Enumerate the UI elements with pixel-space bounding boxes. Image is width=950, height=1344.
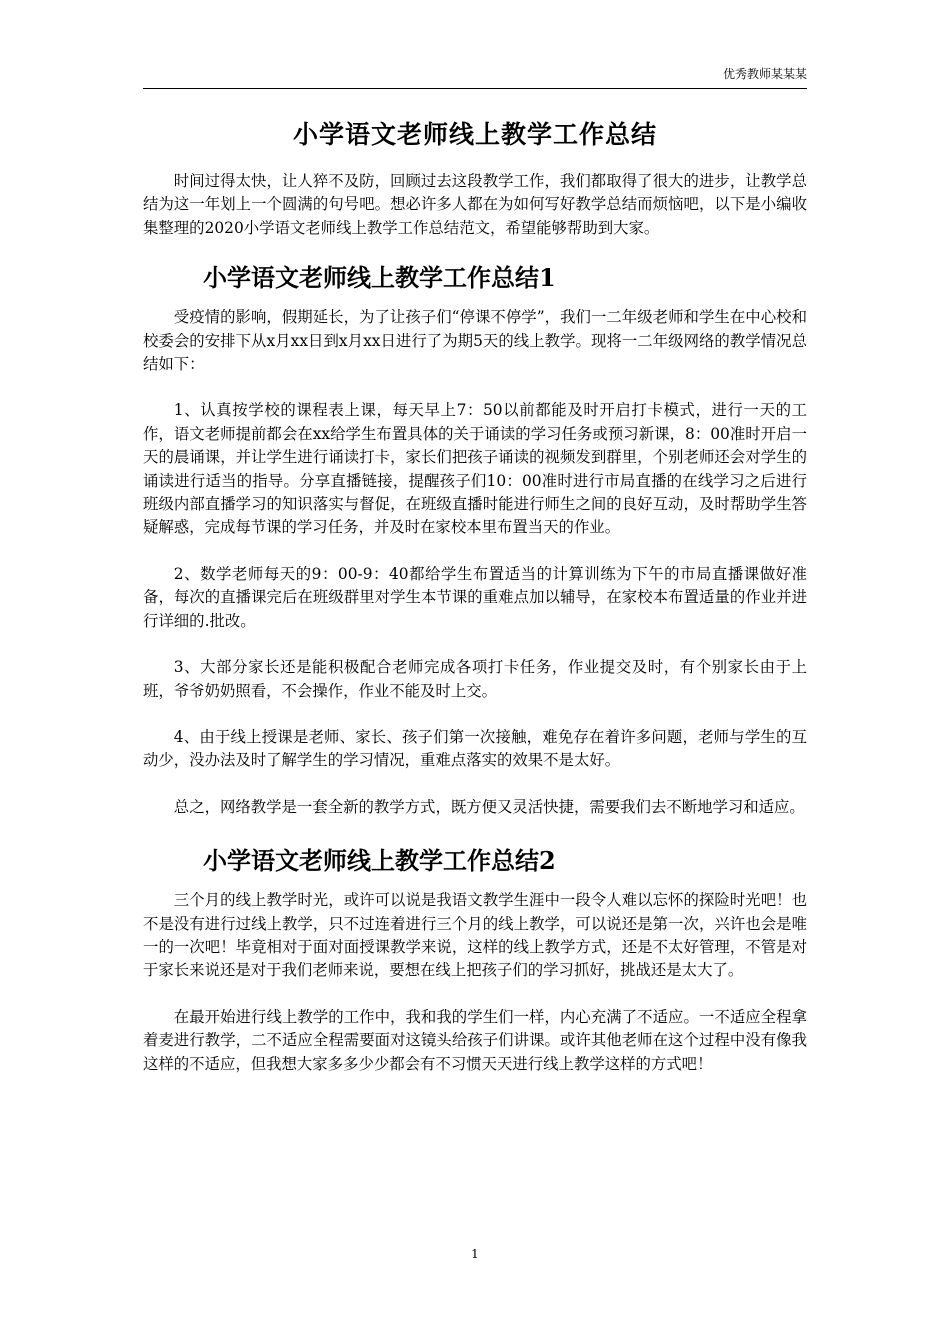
section-heading-1: 小学语文老师线上教学工作总结1: [203, 263, 556, 293]
section2-paragraph: 三个月的线上教学时光，或许可以说是我语文教学生涯中一段令人难以忘怀的探险时光吧！也不是没有进行过线上教学，只不过连着进行三个月的线上教学，可以说还是第一次，兴许也会是唯一的一次吧！毕竟相对于面对面授课教学来说，这样的线上教学方式，还是不太好管理，不管是对于家长来说还是对于我们老师来说，要想在线上把孩子们的学习抓好，挑战还是太大了。: [143, 891, 807, 980]
header-author: 优秀教师某某某: [722, 67, 807, 81]
document-body: [143, 110, 807, 1076]
page-number: 1: [471, 1247, 479, 1261]
document-title: 小学语文老师线上教学工作总结: [292, 120, 657, 149]
section2-paragraph: 在最开始进行线上教学的工作中，我和我的学生们一样，内心充满了不适应。一不适应全程拿着麦进行教学，二不适应全程需要面对这镜头给孩子们讲课。或许其他老师在这个过程中没有像我这样的不适应，但我想大家多多少少都会有不习惯天天进行线上教学这样的方式吧！: [143, 1007, 807, 1073]
intro-paragraph: 时间过得太快，让人猝不及防，回顾过去这段教学工作，我们都取得了很大的进步，让教学总结为这一年划上一个圆满的句号吧。想必许多人都在为如何写好教学总结而烦恼吧，以下是小编收集整理的2020小学语文老师线上教学工作总结范文，希望能够帮助到大家。: [143, 172, 807, 237]
section1-paragraph: 2、数学老师每天的9：00-9：40都给学生布置适当的计算训练为下午的市局直播课做好准备，每次的直播课完后在班级群里对学生本节课的重难点加以辅导，在家校本布置适量的作业并进行详细的.批改。: [143, 564, 807, 630]
section1-paragraph: 1、认真按学校的课程表上课，每天早上7：50以前都能及时开启打卡模式，进行一天的工作，语文老师提前都会在xx给学生布置具体的关于诵读的学习任务或预习新课，8：00准时开启一天的晨诵课，并让学生进行诵读打卡，家长们把孩子诵读的视频发到群里，个别老师还会对学生的诵读进行适当的指导。分享直播链接，提醒孩子们10：00准时进行市局直播的在线学习之后进行班级内部直播学习的知识落实与督促，在班级直播时能进行师生之间的良好互动，及时帮助学生答疑解惑，完成每节课的学习任务，并及时在家校本里布置当天的作业。: [143, 401, 807, 537]
section1-paragraph: 总之，网络教学是一套全新的教学方式，既方便又灵活快捷，需要我们去不断地学习和适应。: [173, 797, 805, 816]
section-heading-2: 小学语文老师线上教学工作总结2: [203, 846, 556, 876]
section1-paragraph: 4、由于线上授课是老师、家长、孩子们第一次接触，难免存在着许多问题，老师与学生的互动少，没办法及时了解学生的学习情况，重难点落实的效果不是太好。: [143, 727, 807, 770]
section1-paragraph: 受疫情的影响，假期延长，为了让孩子们“停课不停学”，我们一二年级老师和学生在中心校和校委会的安排下从x月xx日到x月xx日进行了为期5天的线上教学。现将一二年级网络的教学情况总结如下：: [143, 308, 807, 374]
section1-paragraph: 3、大部分家长还是能积极配合老师完成各项打卡任务，作业提交及时，有个别家长由于上班，爷爷奶奶照看，不会操作，作业不能及时上交。: [143, 658, 807, 700]
page-header: [143, 64, 807, 89]
